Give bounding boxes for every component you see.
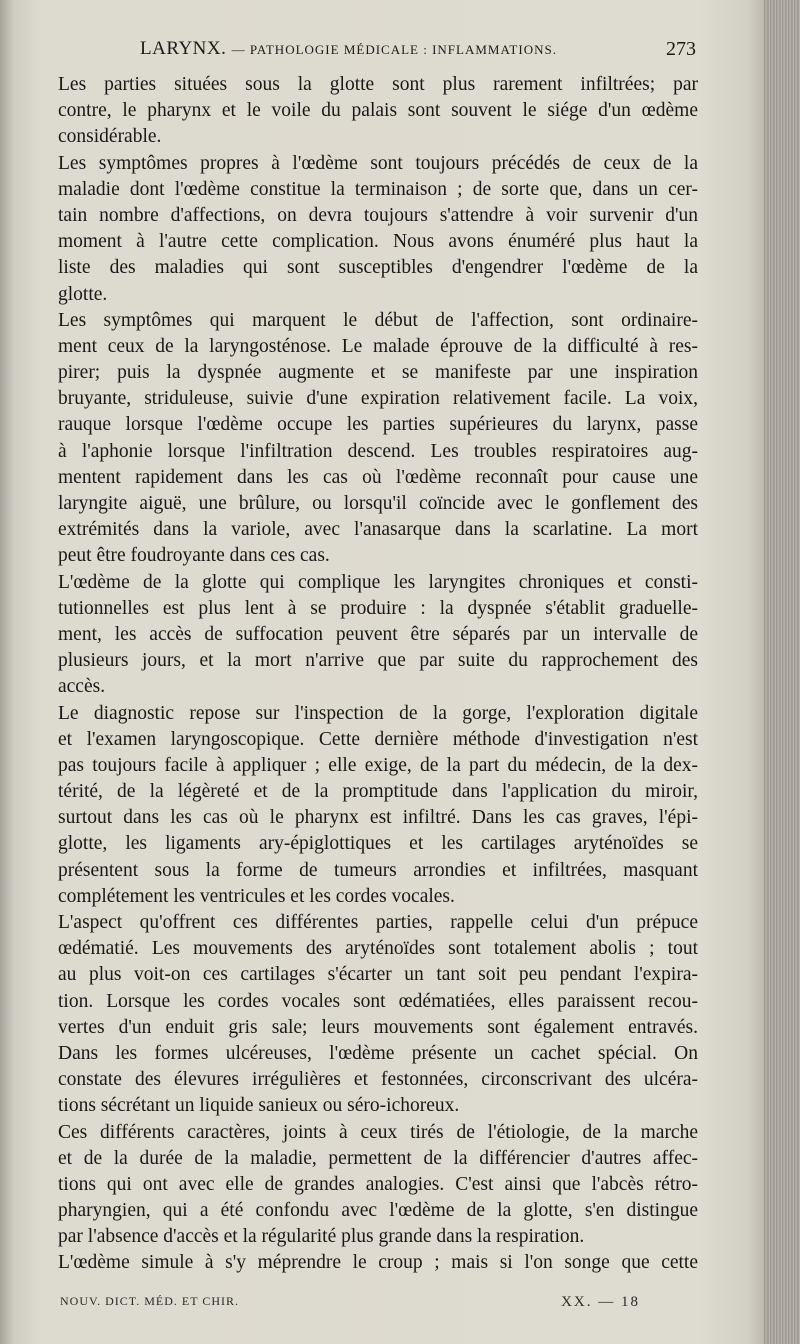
text-line: Les parties situées sous la glotte sont plus rarement infiltrées; par (58, 74, 698, 95)
text-line: ment ceux de la laryngosténose. Le malade éprouve de la difficulté à res- (58, 335, 698, 357)
text-line: constate des élevures irrégulières et festonnées, circonscrivant des ulcéra- (58, 1069, 698, 1091)
text-line: tutionnelles est plus lent à se produire : la dyspnée s'établit graduelle- (58, 597, 698, 619)
text-line: Le diagnostic repose sur l'inspection de la gorge, l'exploration digitale (58, 702, 698, 724)
text-line: glotte, les ligaments ary-épiglottiques et les cartilages aryténoïdes se (58, 833, 698, 855)
text-line: L'œdème de la glotte qui complique les laryngites chroniques et consti- (58, 571, 698, 593)
text-line: térité, de la légèreté et de la promptitude dans l'application du miroir, (58, 781, 698, 803)
text-line: pirer; puis la dyspnée augmente et se manifeste par une inspiration (58, 362, 698, 384)
text-line: complétement les ventricules et les cordes vocales. (58, 885, 455, 907)
text-line: et l'examen laryngoscopique. Cette dernière méthode d'investigation n'est (58, 728, 698, 750)
text-line: liste des maladies qui sont susceptibles d'engendrer l'œdème de la (58, 257, 698, 279)
header-title-rest: — PATHOLOGIE MÉDICALE : INFLAMMATIONS. (231, 42, 557, 57)
text-line: Les symptômes qui marquent le début de l'affection, sont ordinaire- (58, 309, 698, 331)
text-line: contre, le pharynx et le voile du palais sont souvent le siége d'un œdème (58, 100, 698, 122)
text-line: par l'absence d'accès et la régularité plus grande dans la respiration. (58, 1226, 585, 1248)
text-line: considérable. (58, 126, 162, 148)
text-line: tain nombre d'affections, on devra toujours s'attendre à voir survenir d'un (58, 204, 698, 226)
text-line: accès. (58, 676, 106, 698)
text-line: pharyngien, qui a été confondu avec l'œdème de la glotte, s'en distingue (58, 1200, 698, 1222)
text-line: peut être foudroyante dans ces cas. (58, 545, 330, 567)
text-line: au plus voit-on ces cartilages s'écarter un tant soit peu pendant l'expira- (58, 964, 698, 986)
text-line: Les symptômes propres à l'œdème sont toujours précédés de ceux de la (58, 152, 698, 174)
text-line: glotte. (58, 283, 108, 305)
text-line: tions sécrétant un liquide sanieux ou séro-ichoreux. (58, 1095, 460, 1117)
text-line: L'aspect qu'offrent ces différentes parties, rappelle celui d'un prépuce (58, 912, 698, 933)
footer-signature: NOUV. DICT. MÉD. ET CHIR. (60, 1294, 240, 1308)
text-line: Ces différents caractères, joints à ceux tirés de l'étiologie, de la marche (58, 1121, 698, 1143)
running-header (58, 38, 700, 68)
text-line: maladie dont l'œdème constitue la terminaison ; de sorte que, dans un cer- (58, 178, 698, 200)
footer-volume: XX. — 18 (561, 1294, 640, 1310)
header-title-main: LARYNX. (140, 38, 227, 59)
text-line: extrémités dans la variole, avec l'anasarque dans la scarlatine. La mort (58, 519, 698, 541)
text-line: rauque lorsque l'œdème occupe les parties supérieures du larynx, passe (58, 414, 698, 436)
text-line: L'œdème simule à s'y méprendre le croup ; mais si l'on songe que cette (58, 1252, 698, 1274)
text-line: ment, les accès de suffocation peuvent être séparés par un intervalle de (58, 623, 698, 645)
text-line: tions qui ont avec elle de grandes analogies. C'est ainsi que l'abcès rétro- (58, 1173, 698, 1195)
text-line: plusieurs jours, et la mort n'arrive que par suite du rapprochement des (58, 650, 698, 672)
text-line: surtout dans les cas où le pharynx est infiltré. Dans les cas graves, l'épi- (58, 807, 698, 829)
text-line: vertes d'un enduit gris sale; leurs mouvements sont également entravés. (58, 1016, 698, 1038)
page-number: 273 (666, 38, 696, 60)
text-line: à l'aphonie lorsque l'infiltration descend. Les troubles respiratoires aug- (58, 440, 698, 462)
text-line: bruyante, striduleuse, suivie d'une expiration relativement facile. La voix, (58, 388, 698, 410)
text-line: tion. Lorsque les cordes vocales sont œdématiées, elles paraissent recou- (58, 990, 698, 1012)
page-edge (764, 0, 800, 1344)
text-line: présentent sous la forme de tumeurs arrondies et infiltrées, masquant (58, 859, 698, 881)
text-line: mentent rapidement dans les cas où l'œdème reconnaît pour cause une (58, 466, 698, 488)
footer (60, 1294, 700, 1318)
body-text (58, 72, 698, 1277)
text-line: moment à l'autre cette complication. Nous avons énuméré plus haut la (58, 231, 698, 253)
header-title (140, 38, 557, 60)
text-line: Dans les formes ulcéreuses, l'œdème présente un cachet spécial. On (58, 1042, 698, 1064)
text-line: laryngite aiguë, une brûlure, ou lorsqu'il coïncide avec le gonflement des (58, 493, 698, 514)
text-line: pas toujours facile à appliquer ; elle exige, de la part du médecin, de la dex- (58, 754, 698, 776)
text-line: et de la durée de la maladie, permettent de la différencier d'autres affec- (58, 1147, 698, 1169)
text-line: œdématié. Les mouvements des aryténoïdes sont totalement abolis ; tout (58, 938, 698, 960)
